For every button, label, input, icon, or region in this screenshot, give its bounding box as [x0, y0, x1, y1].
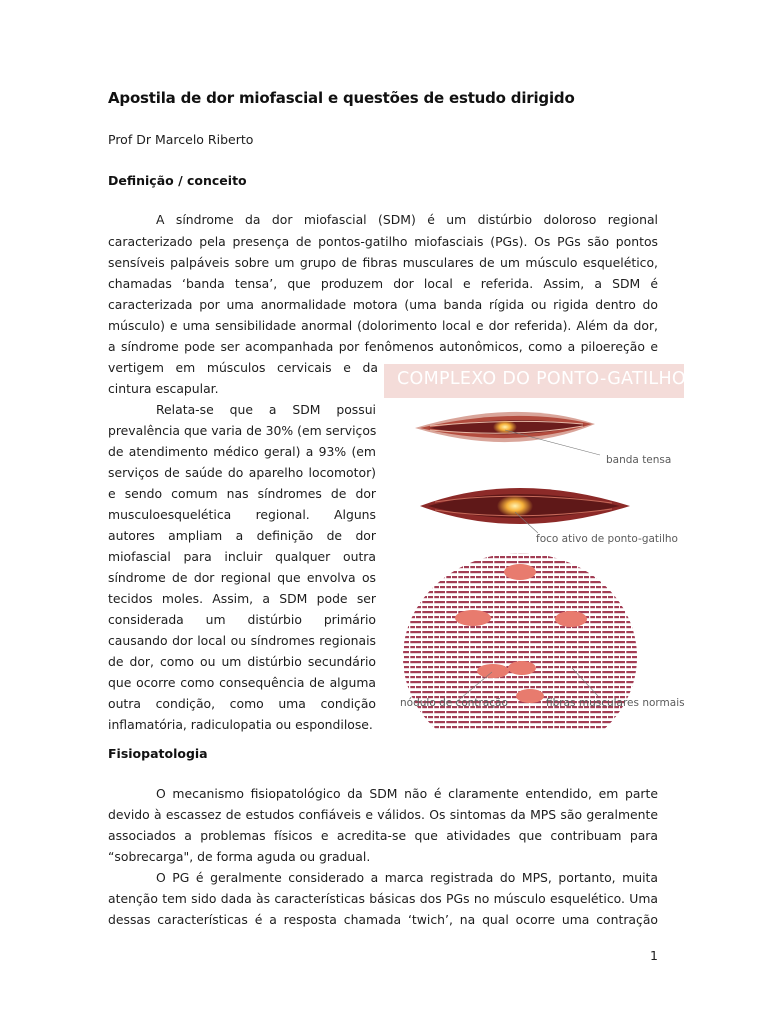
paragraph-line: associados a problemas físicos e acredita-se que atividades que contribuam para: [108, 828, 658, 843]
paragraph-line: vertigem em músculos cervicais e da: [108, 360, 378, 375]
label-fibras-normais: fibras musculares normais: [546, 697, 685, 709]
author-name: Prof Dr Marcelo Riberto: [108, 132, 254, 147]
paragraph-line: Relata-se que a SDM possui: [156, 402, 376, 417]
paragraph-line: de dor, como ou um distúrbio secundário: [108, 654, 376, 669]
paragraph-line: tecidos moles. Assim, a SDM pode ser: [108, 591, 376, 606]
figure-title: COMPLEXO DO PONTO-GATILHO: [397, 369, 687, 389]
active-focus-illustration: [420, 488, 630, 524]
section-heading-fisiopatologia: Fisiopatologia: [108, 746, 208, 761]
paragraph-line: cintura escapular.: [108, 381, 219, 396]
trigger-point-complex-figure: [380, 360, 690, 730]
paragraph-line: síndrome de dor regional que envolva os: [108, 570, 376, 585]
label-nodulo-contracao: nódulo de contração: [400, 697, 508, 709]
paragraph-line: serviços de saúde do aparelho locomotor): [108, 465, 376, 480]
paragraph-line: musculoesquelética regional. Alguns: [108, 507, 376, 522]
document-title: Apostila de dor miofascial e questões de estudo dirigido: [108, 89, 575, 107]
paragraph-line: caracterizada por uma anormalidade motora (uma banda rígida ou rigida dentro do: [108, 297, 658, 312]
paragraph-line: sensíveis palpáveis sobre um grupo de fibras musculares de um músculo esquelético,: [108, 255, 658, 270]
paragraph-line: causando dor local ou síndromes regionais: [108, 633, 376, 648]
paragraph-line: músculo) e uma sensibilidade anormal (dolorimento local e dor referida). Além da dor,: [108, 318, 658, 333]
paragraph-line: outra condição, como uma condição: [108, 696, 376, 711]
section-heading-definicao: Definição / conceito: [108, 173, 247, 188]
paragraph-line: chamadas ‘banda tensa’, que produzem dor local e referida. Assim, a SDM é: [108, 276, 658, 291]
label-foco-ativo: foco ativo de ponto-gatilho: [536, 533, 678, 545]
paragraph-line: miofascial para incluir qualquer outra: [108, 549, 376, 564]
paragraph-line: prevalência que varia de 30% (em serviços: [108, 423, 377, 438]
paragraph-line: atenção tem sido dada às características básicas dos PGs no músculo esquelético. Uma: [108, 891, 658, 906]
paragraph-line: inflamatória, radiculopatia ou espondilose.: [108, 717, 373, 732]
paragraph-line: a síndrome pode ser acompanhada por fenômenos autonômicos, como a piloereção e: [108, 339, 658, 354]
paragraph-line: A síndrome da dor miofascial (SDM) é um distúrbio doloroso regional: [156, 212, 658, 227]
paragraph-line: e sendo comum nas síndromes de dor: [108, 486, 376, 501]
paragraph-line: caracterizado pela presença de pontos-gatilho miofasciais (PGs). Os PGs são pontos: [108, 234, 658, 249]
paragraph-line: de atendimento médico geral) a 93% (em: [108, 444, 376, 459]
paragraph-line: O PG é geralmente considerado a marca registrada do MPS, portanto, muita: [156, 870, 658, 885]
taut-band-illustration: [415, 412, 595, 442]
paragraph-line: devido à escassez de estudos confiáveis e válidos. Os sintomas da MPS são geralmente: [108, 807, 658, 822]
paragraph-line: autores ampliam a definição de dor: [108, 528, 376, 543]
paragraph-line: considerada um distúrbio primário: [108, 612, 376, 627]
paragraph-line: O mecanismo fisiopatológico da SDM não é claramente entendido, em parte: [156, 786, 658, 801]
paragraph-line: “sobrecarga", de forma aguda ou gradual.: [108, 849, 371, 864]
label-banda-tensa: banda tensa: [606, 454, 672, 466]
paragraph-line: dessas características é a resposta chamada ‘twich’, na qual ocorre uma contração: [108, 912, 658, 927]
page-number: 1: [650, 948, 658, 963]
paragraph-line: que ocorre como consequência de alguma: [108, 675, 376, 690]
